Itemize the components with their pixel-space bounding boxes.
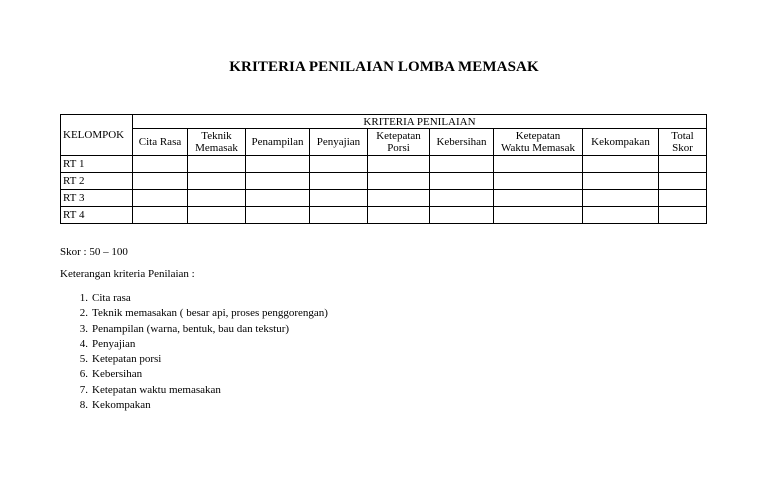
score-cell	[246, 156, 310, 173]
table-row	[61, 156, 707, 173]
list-item-text: Cita rasa	[92, 292, 131, 304]
list-item	[60, 352, 328, 367]
table-row	[61, 207, 707, 224]
table-row	[61, 173, 707, 190]
column-header	[659, 129, 707, 156]
column-header-line: Waktu Memasak	[501, 142, 575, 154]
score-cell	[430, 207, 494, 224]
list-item-text: Kebersihan	[92, 368, 143, 381]
score-cell	[583, 173, 659, 190]
score-cell	[246, 173, 310, 190]
score-cell	[583, 207, 659, 224]
score-cell	[246, 190, 310, 207]
list-item-number: 4.	[79, 337, 88, 350]
list-item-number: 8.	[79, 399, 88, 412]
score-cell	[659, 207, 707, 224]
list-item-number: 3.	[79, 322, 88, 335]
column-header	[246, 129, 310, 156]
row-label: RT 4	[61, 207, 133, 224]
score-cell	[430, 190, 494, 207]
score-cell	[133, 190, 188, 207]
column-header-line: Ketepatan	[515, 130, 561, 142]
list-item-number: 7.	[79, 383, 88, 396]
score-cell	[368, 173, 430, 190]
score-cell	[310, 173, 368, 190]
list-item-text: Penampilan (warna, bentuk, bau dan tekstur)	[92, 322, 290, 335]
score-cell	[583, 190, 659, 207]
score-cell	[659, 156, 707, 173]
column-header-line: Teknik	[201, 130, 232, 142]
list-item	[60, 322, 328, 337]
column-header	[188, 129, 246, 156]
list-item	[60, 337, 328, 352]
column-header-row	[61, 129, 707, 156]
score-cell	[310, 207, 368, 224]
column-header-line: Kekompakan	[591, 136, 650, 148]
row-label: RT 3	[61, 190, 133, 207]
criteria-heading: Keterangan kriteria Penilaian :	[60, 268, 195, 280]
column-header	[430, 129, 494, 156]
score-cell	[430, 173, 494, 190]
column-header-line: Penampilan	[251, 136, 304, 148]
list-item-text: Ketepatan porsi	[92, 353, 162, 366]
score-cell	[133, 207, 188, 224]
table-row	[61, 190, 707, 207]
column-header	[133, 129, 188, 156]
score-cell	[368, 190, 430, 207]
column-header-line: Skor	[672, 142, 693, 154]
score-range: Skor : 50 – 100	[60, 246, 128, 258]
criteria-list	[60, 291, 328, 413]
score-cell	[188, 173, 246, 190]
score-cell	[188, 156, 246, 173]
list-item-text: Penyajian	[92, 337, 136, 350]
score-cell	[246, 207, 310, 224]
score-cell	[659, 190, 707, 207]
column-header	[583, 129, 659, 156]
score-cell	[494, 156, 583, 173]
score-cell	[659, 173, 707, 190]
column-header-line: Penyajian	[316, 136, 361, 148]
scoring-table	[60, 114, 707, 224]
score-cell	[494, 173, 583, 190]
column-header-line: Kebersihan	[436, 136, 487, 148]
score-cell	[188, 207, 246, 224]
list-item-number: 5.	[79, 353, 88, 366]
score-cell	[583, 156, 659, 173]
list-item-number: 2.	[79, 307, 88, 320]
column-header-line: Ketepatan	[376, 130, 421, 142]
column-header-line: Cita Rasa	[138, 136, 182, 148]
score-cell	[430, 156, 494, 173]
score-cell	[368, 207, 430, 224]
column-header-line: Total	[671, 130, 694, 142]
list-item-number: 6.	[79, 368, 88, 381]
list-item	[60, 398, 328, 413]
score-cell	[188, 190, 246, 207]
document-title: KRITERIA PENILAIAN LOMBA MEMASAK	[229, 59, 539, 75]
score-cell	[310, 156, 368, 173]
list-item-text: Ketepatan waktu memasakan	[92, 383, 221, 396]
score-cell	[310, 190, 368, 207]
score-cell	[133, 156, 188, 173]
column-header	[494, 129, 583, 156]
column-header	[368, 129, 430, 156]
score-cell	[494, 207, 583, 224]
column-header-line: Porsi	[387, 142, 410, 154]
score-cell	[368, 156, 430, 173]
row-label: RT 1	[61, 156, 133, 173]
kelompok-header: KELOMPOK	[61, 115, 133, 156]
list-item-number: 1.	[79, 292, 88, 304]
column-header	[310, 129, 368, 156]
list-item	[60, 383, 328, 398]
list-item-text: Teknik memasakan ( besar api, proses penggorengan)	[92, 307, 328, 320]
criteria-group-header: KRITERIA PENILAIAN	[133, 115, 707, 129]
score-cell	[133, 173, 188, 190]
list-item-text: Kekompakan	[92, 399, 151, 412]
row-label: RT 2	[61, 173, 133, 190]
score-cell	[494, 190, 583, 207]
list-item	[60, 306, 328, 321]
list-item	[60, 367, 328, 382]
column-header-line: Memasak	[195, 142, 238, 154]
list-item	[60, 291, 328, 306]
